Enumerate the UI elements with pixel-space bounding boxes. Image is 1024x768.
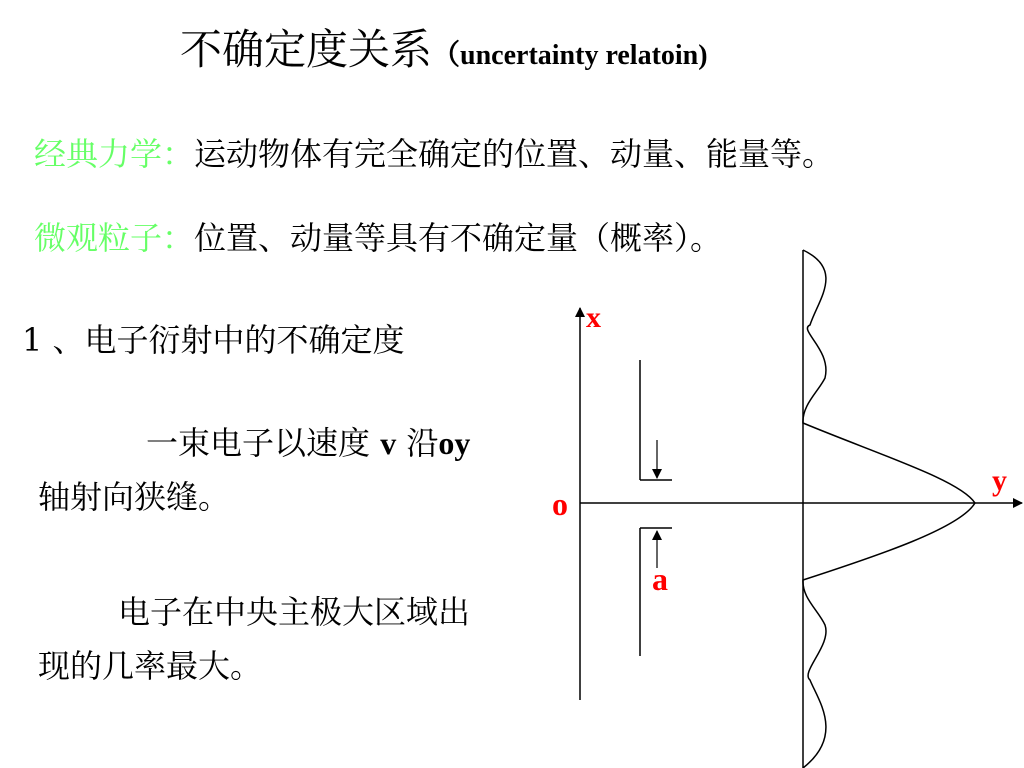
classical-mechanics-text: 运动物体有完全确定的位置、动量、能量等。: [194, 135, 835, 173]
probability-text: 电子在中央主极大区域出现的几率最大。: [38, 593, 471, 685]
slit-width-label: a: [652, 561, 668, 597]
velocity-symbol: v: [380, 425, 397, 461]
x-axis-label: x: [586, 301, 601, 334]
microscopic-particle-label: 微观粒子：: [34, 219, 195, 257]
beam-text-part2: 沿: [396, 424, 439, 462]
title-english: （uncertainty relatoin): [432, 40, 708, 71]
title-main: 不确定度关系: [180, 25, 433, 74]
y-axis-label: y: [992, 464, 1007, 497]
microscopic-particle-text: 位置、动量等具有不确定量（概率）。: [194, 219, 723, 257]
origin-label: o: [552, 486, 568, 522]
diffraction-intensity-curve: [803, 250, 975, 768]
classical-mechanics-label: 经典力学：: [34, 135, 195, 173]
section-heading: 1 、电子衍射中的不确定度: [22, 321, 405, 359]
oy-axis-symbol: oy: [438, 425, 471, 461]
beam-text-part3: 轴射向狭缝。: [38, 478, 231, 516]
beam-text-part1: 一束电子以速度: [146, 424, 381, 462]
